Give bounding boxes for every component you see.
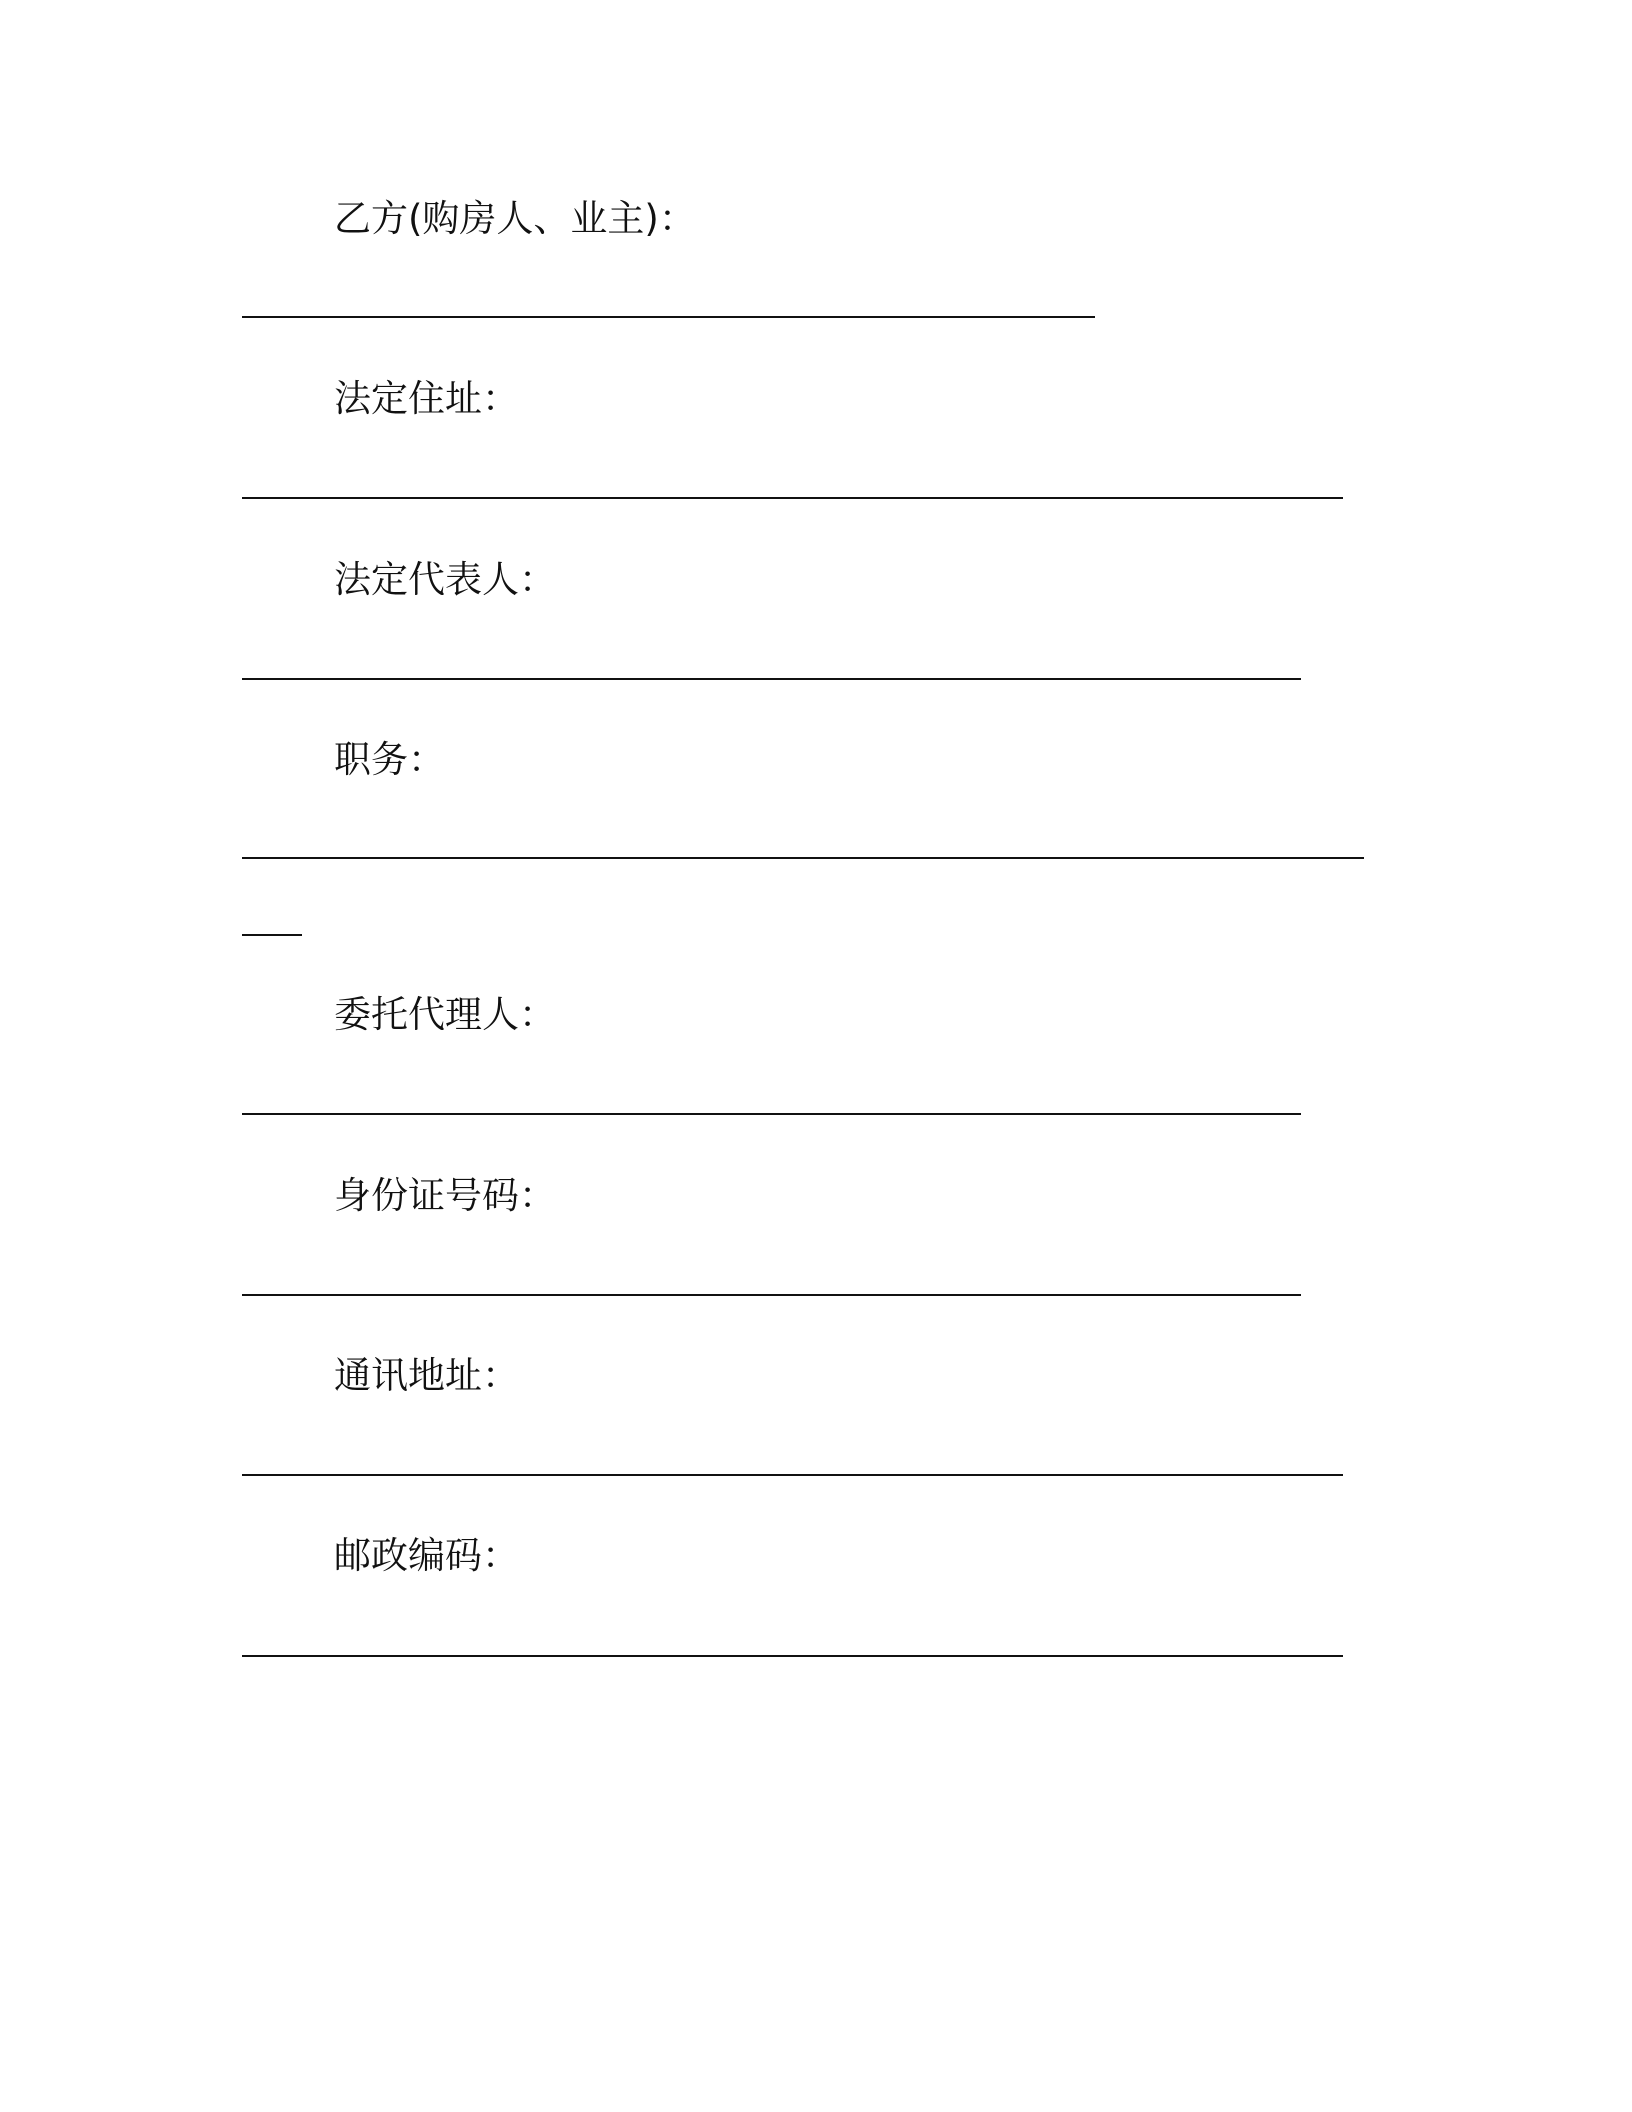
legal-address-label: 法定住址： <box>334 377 519 420</box>
legal-representative-label: 法定代表人： <box>334 558 556 601</box>
agent-blank-line[interactable] <box>242 1113 1301 1115</box>
position-blank-line-continued[interactable] <box>242 934 302 936</box>
id-number-blank-line[interactable] <box>242 1294 1301 1296</box>
postal-code-label: 邮政编码： <box>334 1534 519 1577</box>
legal-address-blank-line[interactable] <box>242 497 1343 499</box>
postal-code-blank-line[interactable] <box>242 1655 1343 1657</box>
mailing-address-blank-line[interactable] <box>242 1474 1343 1476</box>
id-number-label: 身份证号码： <box>334 1174 556 1217</box>
position-blank-line[interactable] <box>242 857 1364 859</box>
party-b-label: 乙方(购房人、业主)： <box>334 197 696 240</box>
position-label: 职务： <box>334 738 445 781</box>
party-b-blank-line[interactable] <box>242 316 1095 318</box>
mailing-address-label: 通讯地址： <box>334 1354 519 1397</box>
legal-representative-blank-line[interactable] <box>242 678 1301 680</box>
agent-label: 委托代理人： <box>334 993 556 1036</box>
